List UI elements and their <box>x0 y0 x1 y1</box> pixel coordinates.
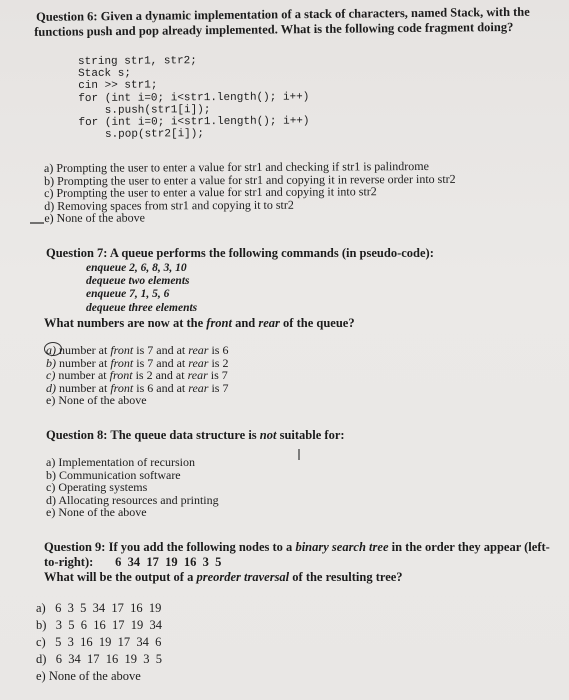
cursor-mark <box>296 449 302 464</box>
question-8-options <box>46 456 569 519</box>
option-d: d) Allocating resources and printing <box>46 492 219 507</box>
code-line: s.push(str1[i]); <box>78 103 211 117</box>
option-b: b) Communication software <box>46 467 181 482</box>
option-a: a) Implementation of recursion <box>46 455 195 469</box>
option-d: d) Removing spaces from str1 and copying it to str2 <box>44 197 294 213</box>
option-b: b) 3 5 6 16 17 19 34 <box>36 618 163 632</box>
option-e: e) None of the above <box>46 505 147 519</box>
text-cursor-icon <box>296 449 302 461</box>
question-9-title-line2: to-right): 6 34 17 19 16 3 5 <box>44 555 222 569</box>
option-b: b) number at front is 7 and at rear is 2 <box>46 355 229 370</box>
code-line: s.pop(str2[i]); <box>78 128 205 142</box>
arrow-mark-icon <box>30 219 46 227</box>
command-line: enqueue 2, 6, 8, 3, 10 <box>86 262 187 274</box>
question-7-question: What numbers are now at the front and rear of the queue? <box>44 316 355 330</box>
question-8 <box>46 428 569 443</box>
question-6-title-line2: functions push and pop already implemented. What is the following code fragment doing? <box>34 19 514 39</box>
code-line: for (int i=0; i<str1.length(); i++) <box>78 90 310 105</box>
command-line: dequeue three elements <box>86 301 198 314</box>
question-7-prompt <box>44 316 569 331</box>
command-line: dequeue two elements <box>86 275 190 288</box>
option-d: d) 6 34 17 16 19 3 5 <box>36 652 163 666</box>
code-line: Stack s; <box>78 67 131 81</box>
option-c: c) Prompting the user to enter a value for str1 and copying it into str2 <box>44 184 377 200</box>
option-d: d) number at front is 6 and at rear is 7 <box>46 380 229 395</box>
option-b: b) Prompting the user to enter a value for str1 and copying it in reverse order into str2 <box>44 171 456 188</box>
code-line: string str1, str2; <box>78 55 197 68</box>
question-9-title-line3: What will be the output of a preorder traversal of the resulting tree? <box>44 570 403 584</box>
question-6 <box>26 4 569 40</box>
question-9-title-line1: Question 9: If you add the following nodes to a binary search tree in the order they appear (left- <box>44 540 550 554</box>
question-7-options <box>46 344 569 407</box>
question-9-options <box>36 600 569 685</box>
question-9 <box>44 540 569 585</box>
option-c: c) 5 3 16 19 17 34 6 <box>36 635 162 649</box>
code-line: cin >> str1; <box>78 79 158 93</box>
command-line: enqueue 7, 1, 5, 6 <box>86 288 170 301</box>
question-8-title: Question 8: The queue data structure is not suitable for: <box>46 428 345 442</box>
question-7-commands <box>86 262 569 315</box>
option-e: e) None of the above <box>46 393 147 407</box>
question-7-title: Question 7: A queue performs the following commands (in pseudo-code): <box>46 246 434 260</box>
option-c: c) Operating systems <box>46 480 148 494</box>
option-c: c) number at front is 2 and at rear is 7 <box>46 368 228 382</box>
option-e: e) None of the above <box>44 210 145 225</box>
code-line: for (int i=0; i<str1.length(); i++) <box>78 115 310 130</box>
question-6-code <box>78 52 569 141</box>
question-6-options <box>44 159 569 224</box>
option-e: e) None of the above <box>36 669 141 683</box>
question-6-title-line1: Question 6: Given a dynamic implementation of a stack of characters, named Stack, with the <box>35 4 530 24</box>
option-a: a) number at front is 7 and at rear is 6 <box>46 343 229 357</box>
question-7 <box>46 246 569 261</box>
node-sequence: 6 34 17 19 16 3 5 <box>115 555 222 569</box>
option-a: a) 6 3 5 34 17 16 19 <box>36 601 162 615</box>
option-a: a) Prompting the user to enter a value for str1 and checking if str1 is palindrome <box>43 158 429 175</box>
handwritten-arrow-mark <box>30 217 46 230</box>
